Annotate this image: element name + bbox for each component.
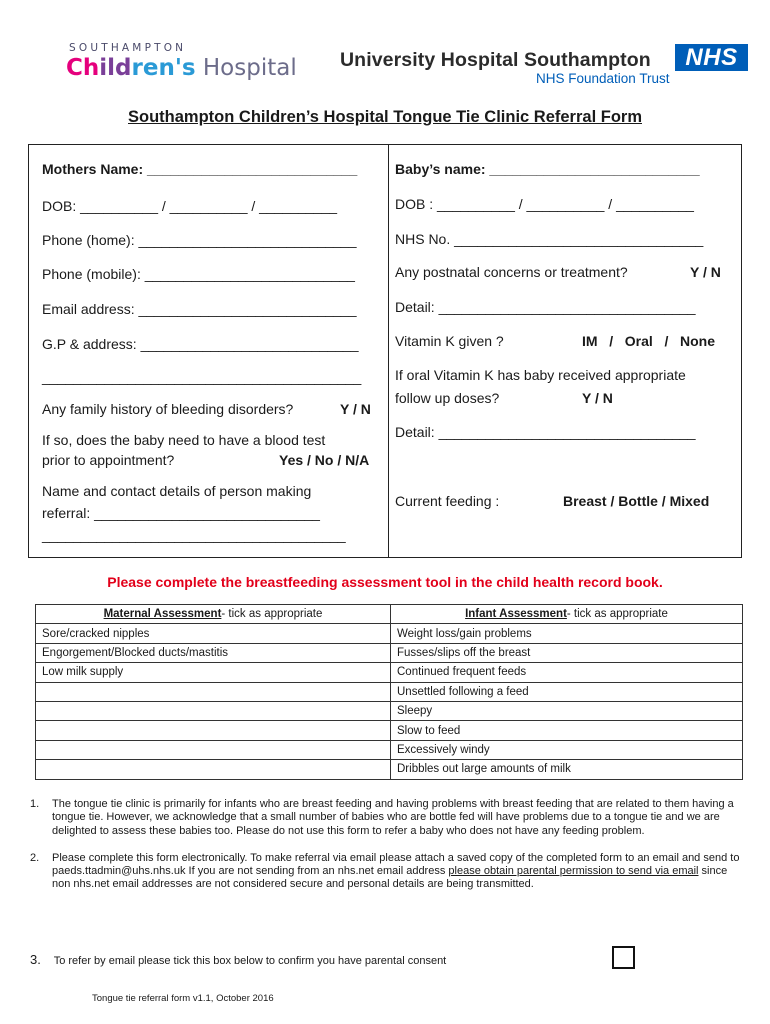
trust-name: NHS Foundation Trust	[536, 71, 670, 86]
infant-item[interactable]: Unsettled following a feed	[391, 682, 743, 701]
assessment-header-row	[36, 605, 743, 624]
referrer-label-line1: Name and contact details of person making	[42, 483, 312, 499]
parental-consent-checkbox[interactable]	[612, 946, 635, 969]
maternal-item[interactable]	[36, 721, 391, 740]
infant-item[interactable]: Continued frequent feeds	[391, 663, 743, 682]
logo-childrens-hospital-text: Children's Hospital	[66, 55, 297, 81]
baby-name-field[interactable]: Baby’s name: ___________________________	[395, 161, 700, 177]
maternal-item[interactable]	[36, 760, 391, 779]
maternal-assessment-header: Maternal Assessment- tick as appropriate	[36, 605, 391, 624]
oral-vitamin-k-question-line1: If oral Vitamin K has baby received appropriate	[395, 367, 686, 383]
parental-permission-text: please obtain parental permission to send via email	[448, 865, 699, 878]
vitamin-k-options[interactable]: IM / Oral / None	[582, 333, 716, 349]
postnatal-yn[interactable]: Y / N	[690, 264, 721, 280]
table-row	[36, 701, 743, 720]
maternal-item[interactable]: Low milk supply	[36, 663, 391, 682]
referrer-field[interactable]: referral: _____________________________	[42, 505, 320, 521]
nhs-number-field[interactable]: NHS No. ________________________________	[395, 231, 704, 247]
mother-dob-field[interactable]: DOB: __________ / __________ / __________	[42, 198, 338, 214]
note-text-end: since non nhs.net email addresses are not considered secure and personal details are being transmitted.	[52, 865, 728, 891]
referral-details-box	[28, 144, 742, 558]
hospital-name: University Hospital Southampton	[340, 49, 651, 71]
gp-address-field[interactable]: G.P & address: ____________________________	[42, 336, 359, 352]
note-2	[30, 852, 746, 892]
vitamin-k-detail-field[interactable]: Detail: _________________________________	[395, 424, 696, 440]
referrer-field-line2[interactable]: _______________________________________	[42, 527, 346, 543]
family-history-yn[interactable]: Y / N	[340, 401, 371, 417]
infant-item[interactable]: Excessively windy	[391, 740, 743, 759]
maternal-item[interactable]: Engorgement/Blocked ducts/mastitis	[36, 643, 391, 662]
note-number: 2.	[30, 851, 40, 864]
maternal-item[interactable]	[36, 701, 391, 720]
breastfeeding-instruction: Please complete the breastfeeding assessment tool in the child health record book.	[107, 574, 663, 590]
table-row	[36, 624, 743, 643]
postnatal-detail-field[interactable]: Detail: _________________________________	[395, 299, 696, 315]
mothers-name-field[interactable]: Mothers Name: ___________________________	[42, 161, 358, 177]
note-text: Please complete this form electronically. To make referral via email please attach a saved copy of the completed form to an email and send to paeds.ttadmin@uhs.nhs.uk If you are not sending from an nhs.net email address	[52, 851, 740, 878]
note-3	[30, 952, 446, 967]
current-feeding-label: Current feeding :	[395, 493, 500, 509]
table-row	[36, 760, 743, 779]
vitamin-k-question: Vitamin K given ?	[395, 333, 504, 349]
blood-test-options[interactable]: Yes / No / N/A	[279, 452, 370, 468]
infant-item[interactable]: Fusses/slips off the breast	[391, 643, 743, 662]
footer-version: Tongue tie referral form v1.1, October 2016	[92, 993, 274, 1004]
maternal-item[interactable]	[36, 682, 391, 701]
table-row	[36, 663, 743, 682]
infant-item[interactable]: Weight loss/gain problems	[391, 624, 743, 643]
email-address-field[interactable]: Email address: ____________________________	[42, 301, 357, 317]
assessment-table	[35, 604, 743, 780]
family-history-question: Any family history of bleeding disorders?	[42, 401, 294, 417]
note-number: 3.	[30, 952, 41, 967]
blood-test-question-line1: If so, does the baby need to have a blood test	[42, 432, 326, 448]
table-row	[36, 643, 743, 662]
table-row	[36, 682, 743, 701]
baby-dob-field[interactable]: DOB : __________ / __________ / __________	[395, 196, 694, 212]
infant-item[interactable]: Dribbles out large amounts of milk	[391, 760, 743, 779]
infant-item[interactable]: Slow to feed	[391, 721, 743, 740]
table-row	[36, 740, 743, 759]
oral-vitamin-k-yn[interactable]: Y / N	[582, 390, 613, 406]
infant-assessment-header: Infant Assessment- tick as appropriate	[391, 605, 743, 624]
note-text: To refer by email please tick this box below to confirm you have parental consent	[53, 955, 447, 967]
maternal-item[interactable]: Sore/cracked nipples	[36, 624, 391, 643]
blood-test-question-line2: prior to appointment?	[42, 452, 175, 468]
postnatal-question: Any postnatal concerns or treatment?	[395, 264, 628, 280]
column-divider	[388, 145, 389, 557]
nhs-badge: NHS	[675, 44, 748, 71]
oral-vitamin-k-question-line2: follow up doses?	[395, 390, 500, 406]
current-feeding-options[interactable]: Breast / Bottle / Mixed	[563, 493, 710, 509]
table-row	[36, 721, 743, 740]
phone-mobile-field[interactable]: Phone (mobile): ___________________________	[42, 266, 355, 282]
childrens-hospital-logo	[66, 42, 296, 81]
note-number: 1.	[30, 798, 40, 810]
gp-address-line2[interactable]: _________________________________________	[42, 369, 362, 385]
notes-list	[30, 798, 746, 906]
note-1	[30, 798, 746, 838]
note-text: The tongue tie clinic is primarily for infants who are breast feeding and having problems with breast feeding that are related to them having a tongue tie. However, we acknowledge that a small number of babies who are bottle fed will have problems due to a tongue tie and we are delighted to assess these babies too. Please do not use this form to refer a baby who does not have any feeding problem.	[52, 798, 734, 837]
phone-home-field[interactable]: Phone (home): ____________________________	[42, 232, 357, 248]
infant-item[interactable]: Sleepy	[391, 701, 743, 720]
page-title: Southampton Children’s Hospital Tongue Tie Clinic Referral Form	[128, 108, 642, 126]
logo-southampton-text: SOUTHAMPTON	[69, 42, 187, 54]
maternal-item[interactable]	[36, 740, 391, 759]
